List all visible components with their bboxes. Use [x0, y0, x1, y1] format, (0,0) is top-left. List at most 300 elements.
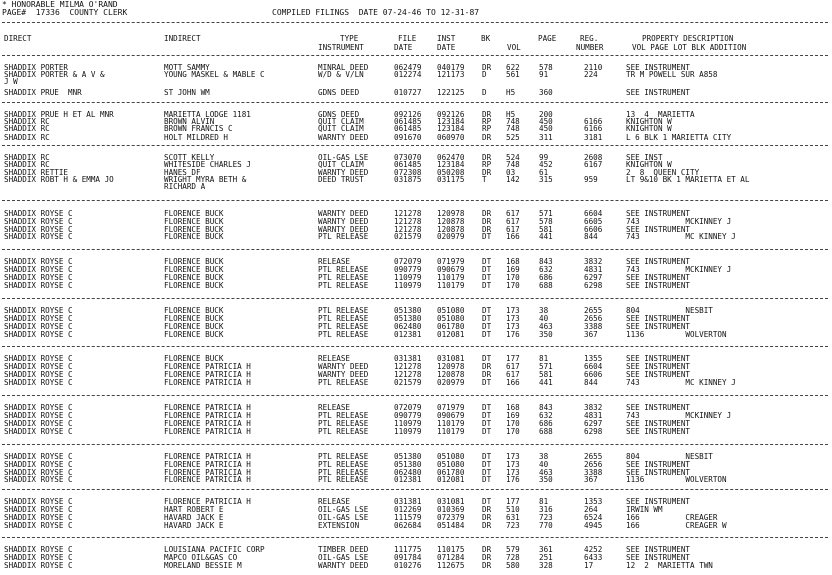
volume: 168	[506, 257, 520, 266]
reg-number: 6606	[584, 370, 603, 379]
volume: 173	[506, 314, 520, 323]
property-description: SEE INSTRUMENT	[626, 419, 691, 428]
file-date: 091784	[394, 553, 422, 562]
file-date: 010276	[394, 561, 422, 570]
property-description: 743 MCKINNEY J	[626, 217, 732, 226]
instrument-type: OIL-GAS LSE	[318, 513, 369, 522]
property-description: 743 MCKINNEY J	[626, 265, 732, 274]
table-row	[0, 232, 832, 241]
file-date: 031875	[394, 175, 422, 184]
indirect-party: FLORENCE BUCK	[164, 330, 224, 339]
page-number: 843	[539, 257, 553, 266]
reg-number: 4831	[584, 265, 603, 274]
direct-party: SHADDIX ROYSE C	[4, 354, 73, 363]
book: DT	[482, 452, 492, 461]
volume: 173	[506, 306, 520, 315]
inst-date: 110179	[437, 427, 465, 436]
reg-number: 6604	[584, 209, 603, 218]
file-date: 110979	[394, 419, 422, 428]
page-number: 40	[539, 460, 549, 469]
reg-number: 3181	[584, 133, 603, 142]
inst-date: 110179	[437, 281, 465, 290]
property-description: 13 4 MARIETTA	[626, 110, 695, 119]
book: RP	[482, 117, 492, 126]
property-description: SEE INSTRUMENT	[626, 427, 691, 436]
volume: 166	[506, 378, 520, 387]
volume: 617	[506, 217, 520, 226]
property-description: SEE INSTRUMENT	[626, 354, 691, 363]
page-number: 686	[539, 419, 553, 428]
instrument-type: TIMBER DEED	[318, 545, 369, 554]
property-description: L 6 BLK 1 MARIETTA CITY	[626, 133, 732, 142]
direct-party: SHADDIX ROYSE C	[4, 273, 73, 282]
volume: 617	[506, 362, 520, 371]
file-date: 110979	[394, 427, 422, 436]
instrument-type: RELEASE	[318, 403, 351, 412]
reg-number: 6297	[584, 273, 603, 282]
group-divider	[2, 145, 828, 146]
volume: 173	[506, 452, 520, 461]
inst-date: 061780	[437, 322, 465, 331]
property-description: 166 CREAGER W	[626, 521, 727, 530]
direct-party: SHADDIX ROYSE C	[4, 225, 73, 234]
page-number: 91	[539, 70, 549, 79]
inst-date: 060970	[437, 133, 465, 142]
direct-party: SHADDIX ROYSE C	[4, 419, 73, 428]
instrument-type: W/D & V/LN	[318, 70, 364, 79]
page-number: 632	[539, 411, 553, 420]
book: DT	[482, 468, 492, 477]
col-type: TYPE	[340, 34, 359, 43]
book: DR	[482, 209, 492, 218]
inst-date: 031081	[437, 354, 465, 363]
book: D	[482, 88, 487, 97]
file-date: 121278	[394, 362, 422, 371]
reg-number: 367	[584, 475, 598, 484]
reg-number: 4831	[584, 411, 603, 420]
reg-number: 6604	[584, 362, 603, 371]
reg-number: 6298	[584, 281, 603, 290]
direct-party: SHADDIX ROYSE C	[4, 468, 73, 477]
inst-date: 072379	[437, 513, 465, 522]
instrument-type: PTL RELEASE	[318, 265, 369, 274]
direct-party: SHADDIX ROYSE C	[4, 362, 73, 371]
indirect-party: RICHARD A	[164, 182, 206, 191]
property-description: SEE INSTRUMENT	[626, 370, 691, 379]
table-row	[0, 88, 832, 97]
instrument-type: OIL-GAS LSE	[318, 153, 369, 162]
table-row	[0, 521, 832, 530]
header-divider	[2, 22, 828, 23]
group-divider	[2, 444, 828, 445]
table-row	[0, 330, 832, 339]
book: DR	[482, 362, 492, 371]
book: DR	[482, 370, 492, 379]
col-inst: INST	[437, 34, 456, 43]
volume: 176	[506, 475, 520, 484]
inst-date: 090679	[437, 411, 465, 420]
property-description: SEE INSTRUMENT	[626, 497, 691, 506]
indirect-party: FLORENCE BUCK	[164, 354, 224, 363]
page-number: 61	[539, 168, 549, 177]
group-divider	[2, 537, 828, 538]
direct-party: SHADDIX RC	[4, 117, 50, 126]
indirect-party: WRIGHT MYRA BETH &	[164, 175, 247, 184]
volume: 631	[506, 513, 520, 522]
book: DR	[482, 521, 492, 530]
book: DT	[482, 281, 492, 290]
book: DR	[482, 553, 492, 562]
table-row	[0, 427, 832, 436]
group-divider	[2, 346, 828, 347]
volume: 169	[506, 265, 520, 274]
volume: 728	[506, 553, 520, 562]
property-description: 743 MC KINNEY J	[626, 232, 736, 241]
file-date: 051380	[394, 452, 422, 461]
clerk-name-line: * HONORABLE MILMA O'RAND	[2, 0, 118, 9]
indirect-party: YOUNG MASKEL & MABLE C	[164, 70, 265, 79]
inst-date: 121173	[437, 70, 465, 79]
page-line: PAGE# 17336 COUNTY CLERK	[2, 8, 128, 17]
reg-number: 6297	[584, 419, 603, 428]
inst-date: 051080	[437, 452, 465, 461]
book: RP	[482, 124, 492, 133]
instrument-type: EXTENSION	[318, 521, 360, 530]
property-description: SEE INSTRUMENT	[626, 257, 691, 266]
book: DT	[482, 314, 492, 323]
inst-date: 062470	[437, 153, 465, 162]
book: DT	[482, 306, 492, 315]
indirect-party: FLORENCE BUCK	[164, 232, 224, 241]
volume: 580	[506, 561, 520, 570]
page-number: 315	[539, 175, 553, 184]
direct-party: SHADDIX ROYSE C	[4, 561, 73, 570]
inst-date: 120878	[437, 225, 465, 234]
reg-number: 3388	[584, 468, 603, 477]
volume: 170	[506, 419, 520, 428]
file-date: 021579	[394, 378, 422, 387]
direct-party: SHADDIX ROYSE C	[4, 475, 73, 484]
instrument-type: WARNTY DEED	[318, 370, 369, 379]
page-number: 581	[539, 225, 553, 234]
col-instrument: INSTRUMENT	[318, 43, 364, 52]
direct-party: SHADDIX ROYSE C	[4, 411, 73, 420]
file-date: 121278	[394, 225, 422, 234]
reg-number: 844	[584, 378, 598, 387]
property-description: KNIGHTON W	[626, 124, 672, 133]
instrument-type: QUIT CLAIM	[318, 117, 364, 126]
book: DR	[482, 505, 492, 514]
property-description: SEE INSTRUMENT	[626, 225, 691, 234]
instrument-type: PTL RELEASE	[318, 475, 369, 484]
inst-date: 120878	[437, 370, 465, 379]
book: DT	[482, 419, 492, 428]
volume: 03	[506, 168, 516, 177]
indirect-party: FLORENCE BUCK	[164, 217, 224, 226]
volume: 617	[506, 209, 520, 218]
direct-party: SHADDIX ROYSE C	[4, 232, 73, 241]
inst-date: 020979	[437, 232, 465, 241]
compiled-filings-title: COMPILED FILINGS DATE 07-24-46 TO 12-31-87	[272, 8, 480, 17]
col-bk: BK	[481, 34, 491, 43]
reg-number: 959	[584, 175, 598, 184]
indirect-party: LOUISIANA PACIFIC CORP	[164, 545, 265, 554]
volume: 617	[506, 225, 520, 234]
property-description: SEE INSTRUMENT	[626, 322, 691, 331]
direct-party: SHADDIX ROYSE C	[4, 513, 73, 522]
property-description: SEE INSTRUMENT	[626, 314, 691, 323]
inst-date: 051484	[437, 521, 465, 530]
direct-party: SHADDIX RC	[4, 133, 50, 142]
inst-date: 123184	[437, 160, 465, 169]
volume: 176	[506, 330, 520, 339]
col-file: FILE	[398, 34, 417, 43]
instrument-type: PTL RELEASE	[318, 419, 369, 428]
property-description: IRWIN WM	[626, 505, 663, 514]
reg-number: 2656	[584, 314, 603, 323]
property-description: SEE INSTRUMENT	[626, 209, 691, 218]
reg-number: 2655	[584, 452, 603, 461]
page-number: 328	[539, 561, 553, 570]
volume: 748	[506, 160, 520, 169]
table-row	[0, 77, 832, 86]
table-row	[0, 378, 832, 387]
direct-party: SHADDIX ROYSE C	[4, 257, 73, 266]
col-property: PROPERTY DESCRIPTION	[642, 34, 734, 43]
page-number: 463	[539, 322, 553, 331]
inst-date: 012081	[437, 475, 465, 484]
book: DR	[482, 110, 492, 119]
file-date: 072079	[394, 403, 422, 412]
indirect-party: FLORENCE PATRICIA H	[164, 475, 251, 484]
direct-party: SHADDIX RC	[4, 124, 50, 133]
page-number: 578	[539, 217, 553, 226]
book: RP	[482, 160, 492, 169]
instrument-type: PTL RELEASE	[318, 281, 369, 290]
indirect-party: FLORENCE BUCK	[164, 257, 224, 266]
file-date: 090779	[394, 265, 422, 274]
inst-date: 120978	[437, 209, 465, 218]
page-number: 81	[539, 354, 549, 363]
page-number: 632	[539, 265, 553, 274]
direct-party: SHADDIX ROYSE C	[4, 370, 73, 379]
indirect-party: FLORENCE BUCK	[164, 322, 224, 331]
property-description: SEE INSTRUMENT	[626, 88, 691, 97]
indirect-party: MORELAND BESSIE M	[164, 561, 242, 570]
volume: 617	[506, 370, 520, 379]
instrument-type: PTL RELEASE	[318, 468, 369, 477]
table-row	[0, 124, 832, 133]
file-date: 031381	[394, 354, 422, 363]
table-row	[0, 133, 832, 142]
inst-date: 020979	[437, 378, 465, 387]
group-divider	[2, 489, 828, 490]
instrument-type: PTL RELEASE	[318, 452, 369, 461]
reg-number: 4252	[584, 545, 603, 554]
instrument-type: WARNTY DEED	[318, 217, 369, 226]
volume: 579	[506, 545, 520, 554]
file-date: 121278	[394, 217, 422, 226]
file-date: 072308	[394, 168, 422, 177]
book: DR	[482, 168, 492, 177]
property-description: 804 NESBIT	[626, 452, 713, 461]
direct-party: SHADDIX PRUE H ET AL MNR	[4, 110, 114, 119]
instrument-type: PTL RELEASE	[318, 427, 369, 436]
reg-number: 844	[584, 232, 598, 241]
col-vol: VOL	[507, 43, 521, 52]
volume: 748	[506, 117, 520, 126]
property-description: 166 CREAGER	[626, 513, 718, 522]
direct-party: SHADDIX RC	[4, 160, 50, 169]
inst-date: 110179	[437, 419, 465, 428]
instrument-type: PTL RELEASE	[318, 322, 369, 331]
book: DT	[482, 403, 492, 412]
direct-party: SHADDIX ROYSE C	[4, 460, 73, 469]
inst-date: 122125	[437, 88, 465, 97]
volume: 169	[506, 411, 520, 420]
inst-date: 123184	[437, 117, 465, 126]
indirect-party: SCOTT KELLY	[164, 153, 215, 162]
inst-date: 012081	[437, 330, 465, 339]
indirect-party: MAPCO OIL&GAS CO	[164, 553, 238, 562]
page-number: 688	[539, 427, 553, 436]
page-number: 200	[539, 110, 553, 119]
file-date: 051380	[394, 306, 422, 315]
instrument-type: RELEASE	[318, 354, 351, 363]
property-description: SEE INSTRUMENT	[626, 403, 691, 412]
property-description: 743 MCKINNEY J	[626, 411, 732, 420]
file-date: 012274	[394, 70, 422, 79]
table-row	[0, 281, 832, 290]
column-divider	[2, 55, 828, 56]
property-description: KNIGHTON W	[626, 160, 672, 169]
instrument-type: QUIT CLAIM	[318, 124, 364, 133]
property-description: SEE INST	[626, 153, 663, 162]
property-description: SEE INSTRUMENT	[626, 273, 691, 282]
table-row	[0, 561, 832, 570]
volume: H5	[506, 110, 516, 119]
reg-number: 2655	[584, 306, 603, 315]
property-description: KNIGHTON W	[626, 117, 672, 126]
book: DR	[482, 225, 492, 234]
book: DT	[482, 427, 492, 436]
col-file-date: DATE	[394, 43, 413, 52]
file-date: 012381	[394, 475, 422, 484]
property-description: TR M POWELL SUR A858	[626, 70, 718, 79]
volume: 173	[506, 468, 520, 477]
direct-party: SHADDIX ROYSE C	[4, 281, 73, 290]
instrument-type: WARNTY DEED	[318, 225, 369, 234]
page-number: 361	[539, 545, 553, 554]
book: DR	[482, 513, 492, 522]
reg-number: 3388	[584, 322, 603, 331]
instrument-type: WARNTY DEED	[318, 168, 369, 177]
reg-number: 6298	[584, 427, 603, 436]
property-description: SEE INSTRUMENT	[626, 460, 691, 469]
group-divider	[2, 102, 828, 103]
file-date: 010727	[394, 88, 422, 97]
page-number: 251	[539, 553, 553, 562]
direct-party: SHADDIX ROYSE C	[4, 521, 73, 530]
direct-party: SHADDIX PRUE MNR	[4, 88, 82, 97]
book: DT	[482, 378, 492, 387]
direct-party: SHADDIX RETTIE	[4, 168, 69, 177]
page-number: 40	[539, 314, 549, 323]
reg-number: 2608	[584, 153, 603, 162]
group-divider	[2, 200, 828, 201]
page-number: 81	[539, 497, 549, 506]
book: DR	[482, 217, 492, 226]
property-description: 2 8 QUEEN CITY	[626, 168, 700, 177]
instrument-type: WARNTY DEED	[318, 362, 369, 371]
indirect-party: HANES DF	[164, 168, 201, 177]
reg-number: 3832	[584, 403, 603, 412]
inst-date: 071979	[437, 403, 465, 412]
file-date: 062480	[394, 322, 422, 331]
book: DT	[482, 411, 492, 420]
direct-party: SHADDIX PORTER	[4, 63, 69, 72]
instrument-type: PTL RELEASE	[318, 232, 369, 241]
file-date: 012381	[394, 330, 422, 339]
inst-date: 112675	[437, 561, 465, 570]
page-number: 686	[539, 273, 553, 282]
inst-date: 051080	[437, 460, 465, 469]
book: DT	[482, 232, 492, 241]
col-reg-number: NUMBER	[576, 43, 604, 52]
instrument-type: WARNTY DEED	[318, 209, 369, 218]
file-date: 111579	[394, 513, 422, 522]
group-divider	[2, 249, 828, 250]
file-date: 090779	[394, 411, 422, 420]
inst-date: 050208	[437, 168, 465, 177]
file-date: 021579	[394, 232, 422, 241]
reg-number: 6166	[584, 117, 603, 126]
instrument-type: PTL RELEASE	[318, 411, 369, 420]
file-date: 061485	[394, 124, 422, 133]
volume: 173	[506, 460, 520, 469]
indirect-party: FLORENCE PATRICIA H	[164, 452, 251, 461]
volume: 748	[506, 124, 520, 133]
reg-number: 6605	[584, 217, 603, 226]
inst-date: 031175	[437, 175, 465, 184]
instrument-type: GDNS DEED	[318, 110, 360, 119]
book: DT	[482, 265, 492, 274]
instrument-type: PTL RELEASE	[318, 460, 369, 469]
book: DR	[482, 561, 492, 570]
instrument-type: OIL-GAS LSE	[318, 553, 369, 562]
reg-number: 6433	[584, 553, 603, 562]
book: D	[482, 70, 487, 79]
direct-party: SHADDIX ROYSE C	[4, 314, 73, 323]
volume: 170	[506, 427, 520, 436]
direct-party: SHADDIX ROYSE C	[4, 497, 73, 506]
indirect-party: FLORENCE PATRICIA H	[164, 370, 251, 379]
indirect-party: HAVARD JACK E	[164, 513, 224, 522]
indirect-party: MARIETTA LODGE 1181	[164, 110, 251, 119]
indirect-party: MOTT SAMMY	[164, 63, 210, 72]
property-description: SEE INSTRUMENT	[626, 362, 691, 371]
direct-party: SHADDIX ROYSE C	[4, 505, 73, 514]
reg-number: 6166	[584, 124, 603, 133]
indirect-party: FLORENCE BUCK	[164, 281, 224, 290]
page-number: 311	[539, 133, 553, 142]
reg-number: 6606	[584, 225, 603, 234]
inst-date: 031081	[437, 497, 465, 506]
file-date: 121278	[394, 370, 422, 379]
property-description: 12 2 MARIETTA TWN	[626, 561, 713, 570]
instrument-type: PTL RELEASE	[318, 273, 369, 282]
book: DT	[482, 273, 492, 282]
